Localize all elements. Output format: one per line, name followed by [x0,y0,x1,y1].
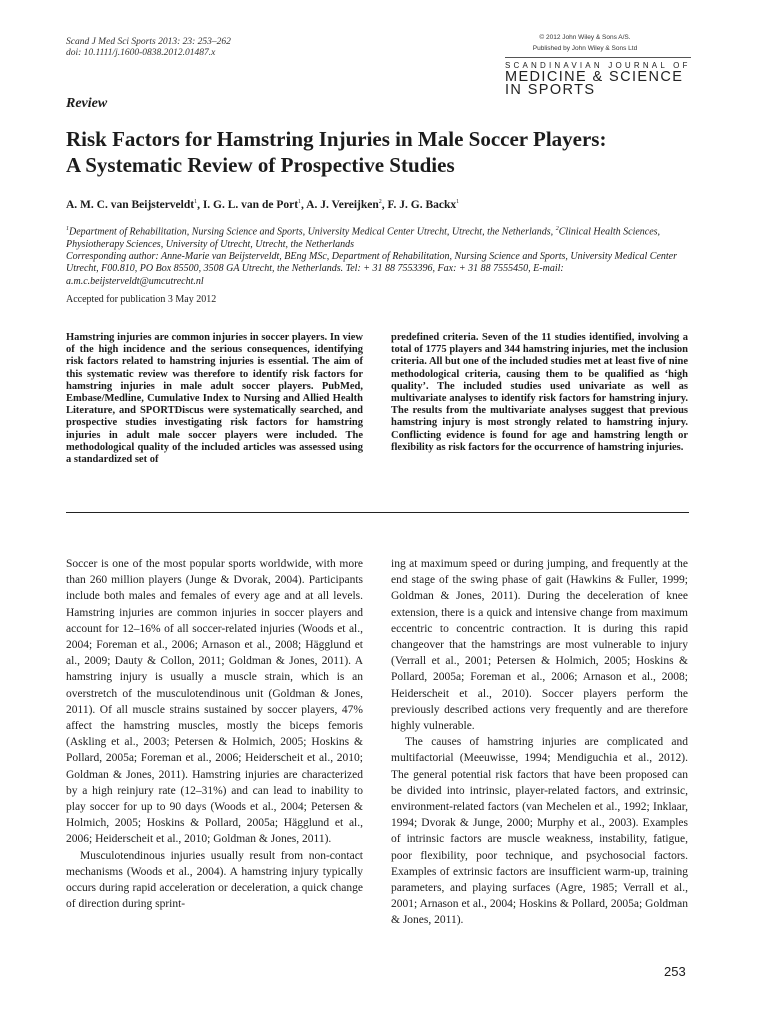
body-paragraph: ing at maximum speed or during jumping, and frequently at the end stage of the swing phase of gait (Hawkins & Fuller, 1999; Goldman & Jones, 2011). During the deceleration of knee extension, there is a quick and intensive change from maximum eccentric to concentric contraction. It is during this rapid changeover that the hamstrings are most vulnerable to injury (Verrall et al., 2001; Petersen & Holmich, 2005; Hoskins & Pollard, 2005a; Foreman et al., 2006; Arnason et al., 2008; Heiderscheit et al., 2010). Soccer players perform the previously described actions very frequently and are therefore highly vulnerable. [391,558,688,733]
journal-name-line-2: MEDICINE & SCIENCE [505,69,684,85]
journal-name-line-1: SCANDINAVIAN JOURNAL OF [505,61,691,70]
author-separator: , [197,199,203,211]
abstract-divider [66,512,689,513]
affiliation-2: Clinical Health Sciences, Physiotherapy Sciences, University of Utrecht, Utrecht, the Netherlands [66,226,661,250]
author-name: I. G. L. van de Port [202,199,299,211]
article-title [66,126,706,178]
body-paragraph: Soccer is one of the most popular sports worldwide, with more than 260 million players (Junge & Dvorak, 2004). Participants include both males and females of every age and at all levels. Hamstring injuries are common injuries in soccer players and account for 12–16% of all soccer-related injuries (Woods et al., 2004; Foreman et al., 2006; Arnason et al., 2008; Hägglund et al., 2009; Dauty & Collon, 2011; Goldman & Jones, 2011). A hamstring injury is usually a muscle strain, which is an overstretch of the musculotendinous unit (Goldman & Jones, 2011). Of all muscle strains sustained by soccer players, 47% affect the hamstring muscles, mostly the biceps femoris (Askling et al., 2003; Petersen & Holmich, 2005; Hoskins & Pollard, 2005a; Foreman et al., 2006; Heiderscheit et al., 2010; Goldman & Jones, 2011). Hamstring injuries are characterized by a high reinjury rate (12–31%) and can lead to inability to play soccer for up to 90 days (Woods et al., 2004; Petersen & Holmich, 2005; Hoskins & Pollard, 2005a; Hägglund et al., 2006; Heiderscheit et al., 2010; Goldman & Jones, 2011). [66,558,363,846]
body-paragraph: The causes of hamstring injuries are complicated and multifactorial (Meeuwisse, 1994; Mendiguchia et al., 2012). The general potential risk factors that have been proposed can be divided into intrinsic, player-related factors, and extrinsic, environment-related factors (van Mechelen et al., 1992; Inklaar, 1994; Dvorak & Junge, 2000; Murphy et al., 2003). Examples of intrinsic factors are muscle weakness, instability, fatigue, poor flexibility, poor technique, and psychosocial factors. Examples of extrinsic factors are insufficient warm-up, training parameters, and playing surfaces (Agre, 1985; Verrall et al., 2001; Arnason et al., 2004; Hoskins & Pollard, 2005a; Goldman & Jones, 2011). [391,736,688,927]
journal-citation [66,37,231,59]
author-name: A. J. Vereijken [306,199,379,211]
author-separator: , [381,199,388,211]
affiliation-text [66,223,691,251]
page-number: 253 [664,964,686,979]
publisher-notice: Published by John Wiley & Sons Ltd [532,45,638,52]
affiliation-mark: 1 [66,226,69,232]
author-name: A. M. C. van Beijsterveldt [66,199,195,211]
accepted-date: Accepted for publication 3 May 2012 [66,294,217,305]
author-affiliation-mark: 2 [378,199,382,206]
body-paragraph: Musculotendinous injuries usually result from non-contact mechanisms (Woods et al., 2004). A hamstring injury typically occurs during rapid acceleration or deceleration, a quick change of direction during sprint- [66,849,363,911]
abstract-left: Hamstring injuries are common injuries in soccer players. In view of the high incidence and the serious consequences, identifying risk factors related to hamstring injuries is essential. The aim of this systematic review was therefore to identify risk factors for hamstring injuries in male adult soccer players. PubMed, Embase/Medline, Cumulative Index to Nursing and Allied Health Literature, and SPORTDiscus were systematically searched, and prospective studies investigating risk factors for hamstring injuries in adult male soccer players were included. The methodological quality of the included articles was assessed using a standardized set of [66,332,363,466]
author-list [66,199,459,211]
author-affiliation-mark: 1 [456,199,460,206]
author-separator: , [301,199,307,211]
body-column-right [391,556,688,929]
citation-line-1: Scand J Med Sci Sports 2013: 23: 253–262 [66,37,231,47]
affiliation-1: Department of Rehabilitation, Nursing Science and Sports, University Medical Center Utrecht, Utrecht, the Netherlands, [69,226,556,238]
title-line-1: Risk Factors for Hamstring Injuries in Male Soccer Players: [66,127,607,151]
affiliation-mark: 2 [555,226,559,232]
body-column-left [66,556,363,912]
corresponding-author: Corresponding author: Anne-Marie van Beijsterveldt, BEng MSc, Department of Rehabilitation, Nursing Science and Sports, University Medical Center Utrecht, F00.810, PO Box 85500, 3508 GA Utrecht, the Netherlands. Tel: + 31 88 7553396, Fax: + 31 88 7555450, E-mail: a.m.c.beijsterveldt@umcutrecht.nl [66,250,678,287]
journal-logo [505,57,691,97]
author-affiliation-mark: 1 [194,199,198,206]
journal-name-line-3: IN SPORTS [505,82,596,98]
abstract-right: predefined criteria. Seven of the 11 studies identified, involving a total of 1775 players and 344 hamstring injuries, met the inclusion criteria. All but one of the included studies met at least five of nine methodological criteria, causing them to be qualified as ‘high quality’. The included studies used univariate as well as multivariate analyses to identify risk factors for hamstring injury. The results from the multivariate analyses suggest that previous hamstring injury is most strongly related to hamstring injury. Conflicting evidence is found for age and hamstring length or flexibility as risk factors for the occurrence of hamstring injuries. [391,332,688,453]
author-affiliation-mark: 1 [298,199,302,206]
title-line-2: A Systematic Review of Prospective Studies [66,153,455,177]
copyright-notice: © 2012 John Wiley & Sons A/S. [539,34,631,41]
affiliations [66,223,691,288]
section-label: Review [66,96,108,111]
doi-line: doi: 10.1111/j.1600-0838.2012.01487.x [66,48,216,58]
author-name: F. J. G. Backx [387,199,457,211]
